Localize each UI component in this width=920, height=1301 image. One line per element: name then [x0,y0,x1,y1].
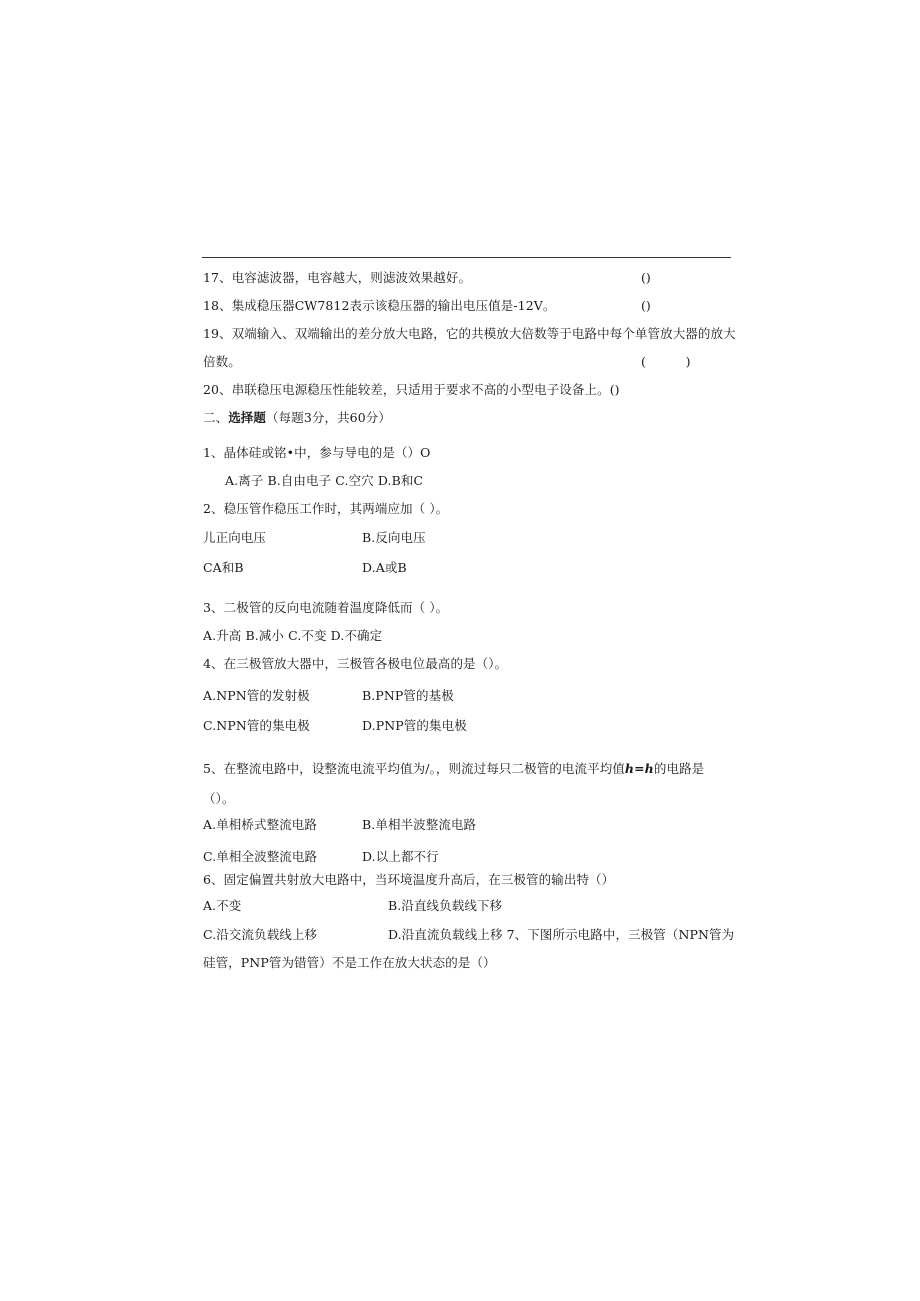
tf-question-18: 18、集成稳压器CW7812表示该稳压器的输出电压值是-12V。 [203,298,556,313]
mc-option-5c: C.单相全波整流电路 [203,849,318,864]
mc-option-2a: 儿正向电压 [203,530,267,545]
tf-question-20: 20、串联稳压电源稳压性能较差，只适用于要求不高的小型电子设备上。() [203,382,620,397]
header-rule [202,257,731,258]
mc-options-3: A.升高 B.减小 C.不变 D.不确定 [203,628,383,643]
mc-question-5-formula: h=h [624,761,654,776]
mc-options-1: A.离子 B.自由电子 C.空穴 D.B和C [225,473,424,488]
mc-option-4a: A.NPN管的发射极 [203,688,310,703]
section-number: 二、 [203,410,229,425]
tf-question-17: 17、电容滤波器，电容越大，则滤波效果越好。 [203,270,472,285]
mc-option-6c: C.沿交流负载线上移 [203,927,318,942]
mc-question-5-text-a: 5、在整流电路中，设整流电流平均值为/。，则流过每只二极管的电流平均值 [203,761,625,776]
mc-question-6: 6、固定偏置共射放大电路中，当环境温度升高后，在三极管的输出特（） [203,872,615,887]
tf-answer-19: ( ) [641,354,691,369]
mc-question-3: 3、二极管的反向电流随着温度降低而（ ）。 [203,600,449,615]
tf-question-19-line2: 倍数。 [203,354,241,369]
mc-option-4d: D.PNP管的集电极 [362,718,467,733]
mc-option-5a: A.单相桥式整流电路 [203,817,318,832]
tf-answer-17: () [641,270,651,285]
section-name: 选择题 [228,410,267,425]
mc-option-2b: B.反向电压 [362,530,426,545]
mc-option-2d: D.A或B [362,560,407,575]
tf-question-19-line1: 19、双端输入、双端输出的差分放大电路，它的共模放大倍数等于电路中每个单管放大器的放大 [203,326,736,341]
mc-option-6d: D.沿直流负载线上移 7、下图所示电路中，三极管（NPN管为 [388,927,735,942]
mc-question-1: 1、晶体硅或铭•中，参与导电的是（）O [203,445,431,460]
mc-option-4c: C.NPN管的集电极 [203,718,310,733]
mc-question-5-line2: （）。 [203,791,235,806]
tf-answer-18: () [641,298,651,313]
mc-question-7-continuation: 硅管，PNP管为错管）不是工作在放大状态的是（） [203,955,496,970]
mc-option-6b: B.沿直线负载线下移 [388,898,503,913]
mc-question-2: 2、稳压管作稳压工作时，其两端应加（ ）。 [203,501,449,516]
mc-question-4: 4、在三极管放大器中，三极管各极电位最高的是（）。 [203,656,508,671]
mc-question-5-line1 [203,761,704,777]
mc-option-5b: B.单相半波整流电路 [362,817,477,832]
mc-option-2c: CA和B [203,560,244,575]
mc-option-4b: B.PNP管的基极 [362,688,454,703]
section-title [203,410,391,426]
mc-question-5-text-b: 的电路是 [653,761,705,776]
section-score: （每题3分，共60分） [266,410,391,425]
mc-option-6a: A.不变 [203,898,242,913]
mc-option-5d: D.以上都不行 [362,849,439,864]
